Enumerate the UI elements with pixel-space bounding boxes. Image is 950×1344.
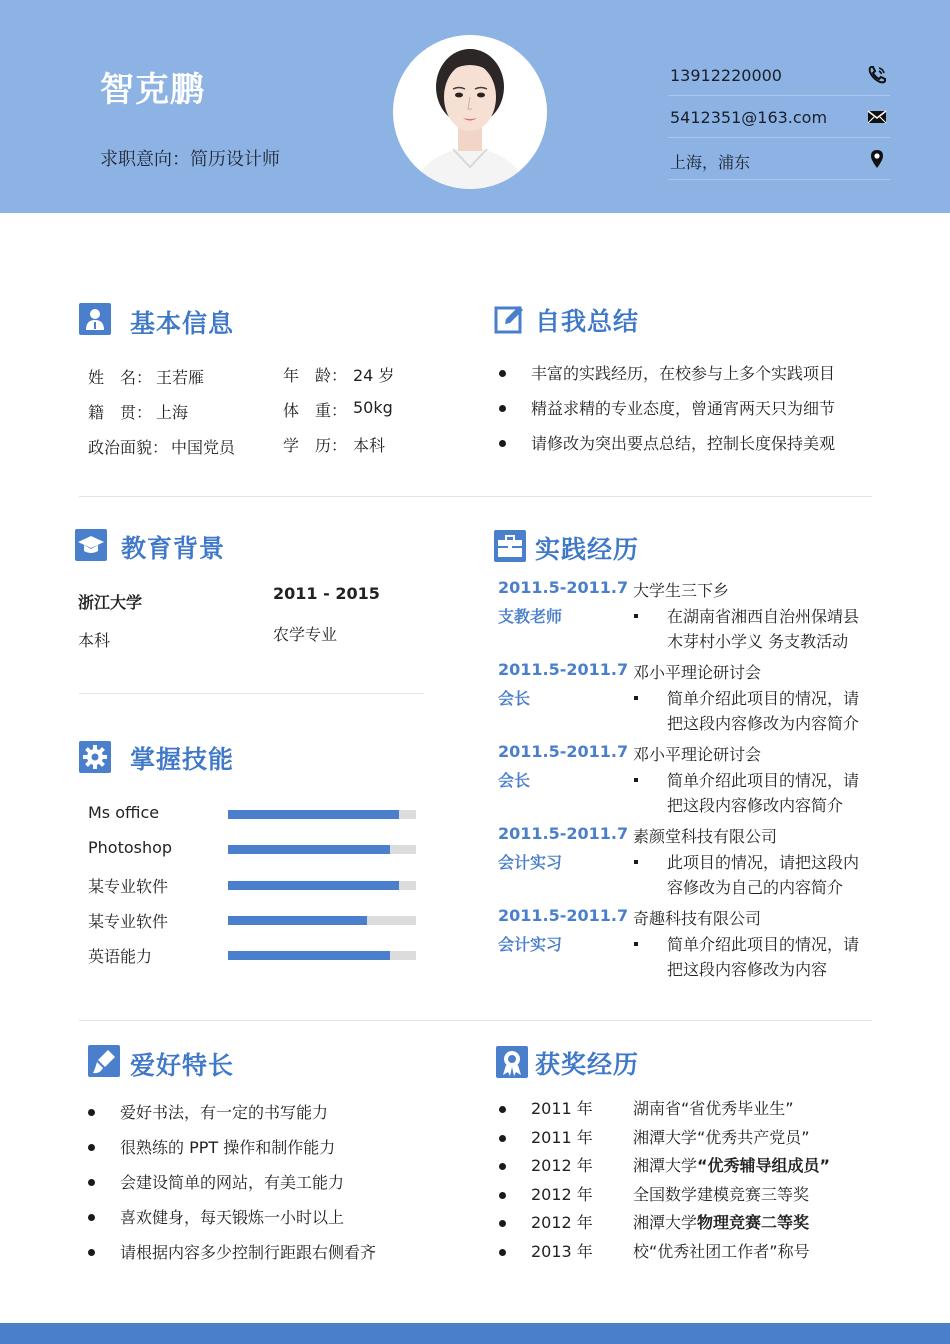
hobby-item: 请根据内容多少控制行距跟右侧看齐 [120,1243,377,1262]
award-text [633,1239,810,1262]
skill-bar-fill [228,845,390,854]
skill-bar-fill [228,810,399,819]
skills-title: 掌握技能 [130,745,235,774]
bullet [499,440,506,447]
candidate-name: 智克鹏 [100,70,205,110]
info-label: 年 龄： [283,366,348,385]
hobby-item: 爱好书法，有一定的书写能力 [120,1103,329,1122]
practice-org: 素颜堂科技有限公司 [633,827,778,846]
school-name: 浙江大学 [78,593,143,612]
skill-bar-track [228,810,416,819]
bullet [499,1163,506,1170]
award-text-plain: 湖南省“省优秀毕业生” [633,1099,794,1118]
bullet [88,1144,95,1151]
award-year: 2013 年 [531,1242,593,1261]
user-icon [79,303,111,335]
practice-role: 支教老师 [498,607,563,626]
award-year: 2012 年 [531,1156,593,1176]
practice-org: 大学生三下乡 [633,581,730,600]
divider [79,496,872,497]
bullet [499,405,506,412]
hobby-item: 喜欢健身，每天锻炼一小时以上 [120,1208,345,1227]
skill-name: 某专业软件 [88,912,169,931]
bullet [88,1109,95,1116]
basic-info-title: 基本信息 [130,309,235,338]
footer-band [0,1323,950,1344]
skill-bar-fill [228,881,399,890]
hobby-item: 很熟练的 PPT 操作和制作能力 [120,1138,336,1157]
award-text-plain: 校“优秀社团工作者”称号 [633,1242,810,1261]
award-year: 2012 年 [531,1213,593,1233]
hobbies-title: 爱好特长 [130,1051,235,1080]
square-bullet [634,696,638,700]
bullet [88,1179,95,1186]
award-text [633,1153,830,1176]
practice-desc: 容修改为自己的内容简介 [667,878,844,897]
degree: 本科 [78,631,111,650]
info-value: 24 岁 [353,366,395,385]
avatar-illustration [393,35,547,189]
info-label: 姓 名： [88,368,153,387]
practice-desc: 木芽村小学义 务支教活动 [667,632,849,651]
job-intent: 求职意向：简历设计师 [100,149,280,170]
bullet [499,1249,506,1256]
info-value: 中国党员 [171,438,236,457]
practice-desc: 简单介绍此项目的情况，请 [667,771,860,790]
bullet [499,1220,506,1227]
practice-date: 2011.5-2011.7 [498,906,629,925]
phone-text: 13912220000 [670,66,782,85]
skill-name: 某专业软件 [88,877,169,896]
info-label: 体 重： [283,401,348,420]
summary-item: 丰富的实践经历，在校参与上多个实践项目 [531,364,836,383]
award-text [633,1210,809,1233]
practice-desc: 把这段内容修改内容简介 [667,796,844,815]
info-value: 上海 [156,403,189,422]
education-title: 教育背景 [121,534,226,563]
award-text-plain: 湘潭大学 [633,1213,698,1233]
briefcase-icon [494,530,526,562]
award-text [633,1096,794,1119]
practice-role: 会长 [498,771,531,790]
practice-desc: 把这段内容修改为内容简介 [667,714,860,733]
award-text [633,1182,809,1205]
practice-org: 邓小平理论研讨会 [633,663,762,682]
practice-desc: 简单介绍此项目的情况，请 [667,689,860,708]
summary-item: 请修改为突出要点总结，控制长度保持美观 [531,434,836,453]
practice-date: 2011.5-2011.7 [498,578,629,597]
paintbrush-icon [88,1045,120,1077]
school-years: 2011 - 2015 [273,584,380,603]
practice-date: 2011.5-2011.7 [498,742,629,761]
divider [79,693,424,694]
award-text-plain: 湘潭大学“优秀共产党员” [633,1127,810,1147]
practice-date: 2011.5-2011.7 [498,660,629,679]
skill-bar-track [228,881,416,890]
hobby-item: 会建设简单的网站，有美工能力 [120,1173,345,1192]
award-year: 2011 年 [531,1099,593,1118]
divider [79,1020,872,1021]
bullet [499,370,506,377]
skill-bar-fill [228,951,390,960]
skill-bar-track [228,845,416,854]
award-text-bold: “优秀辅导组成员” [697,1156,831,1176]
square-bullet [634,614,638,618]
practice-role: 会计实习 [498,935,563,954]
practice-date: 2011.5-2011.7 [498,824,629,843]
contact-location [668,138,890,180]
square-bullet [634,942,638,946]
summary-item: 精益求精的专业态度，曾通宵两天只为细节 [531,399,836,418]
practice-org: 邓小平理论研讨会 [633,745,762,764]
bullet [499,1106,506,1113]
major: 农学专业 [273,625,338,644]
practice-title: 实践经历 [535,535,640,564]
square-bullet [634,860,638,864]
info-value: 50kg [353,398,393,417]
skill-bar-track [228,951,416,960]
bullet [499,1135,506,1142]
contact-email [668,96,890,138]
skill-name: Photoshop [88,838,173,857]
practice-role: 会长 [498,689,531,708]
award-year: 2011 年 [531,1127,593,1147]
info-label: 学 历： [283,436,348,455]
skill-name: Ms office [88,803,160,822]
avatar [393,35,547,189]
location-text: 上海，浦东 [670,153,751,172]
skill-bar-fill [228,916,367,925]
award-icon [496,1046,528,1078]
contact-phone [668,54,890,96]
email-text: 5412351@163.com [670,108,828,127]
practice-desc: 简单介绍此项目的情况，请 [667,935,860,954]
award-text-plain: 全国数学建模竞赛三等奖 [633,1184,810,1204]
square-bullet [634,778,638,782]
practice-role: 会计实习 [498,853,563,872]
bullet [88,1249,95,1256]
info-label: 政治面貌： [88,438,169,457]
edit-icon [493,303,525,335]
info-label: 籍 贯： [88,403,153,422]
skill-bar-track [228,916,416,925]
summary-title: 自我总结 [535,307,640,336]
bullet [499,1192,506,1199]
location-icon [866,148,888,170]
awards-title: 获奖经历 [535,1050,640,1079]
graduation-cap-icon [75,529,107,561]
award-text-plain: 湘潭大学 [633,1156,698,1176]
gear-icon [79,741,111,773]
practice-desc: 在湖南省湘西自治州保靖县 [667,607,860,626]
award-text [633,1125,810,1148]
practice-desc: 把这段内容修改为内容 [667,960,828,979]
practice-org: 奇趣科技有限公司 [633,909,762,928]
skill-name: 英语能力 [88,947,153,966]
mail-icon [866,106,888,128]
award-text-bold: 物理竞赛二等奖 [697,1213,810,1233]
practice-desc: 此项目的情况，请把这段内 [667,853,860,872]
award-year: 2012 年 [531,1184,593,1204]
bullet [88,1214,95,1221]
phone-icon [866,64,888,86]
info-value: 王若雁 [156,368,205,387]
info-value: 本科 [353,436,386,455]
